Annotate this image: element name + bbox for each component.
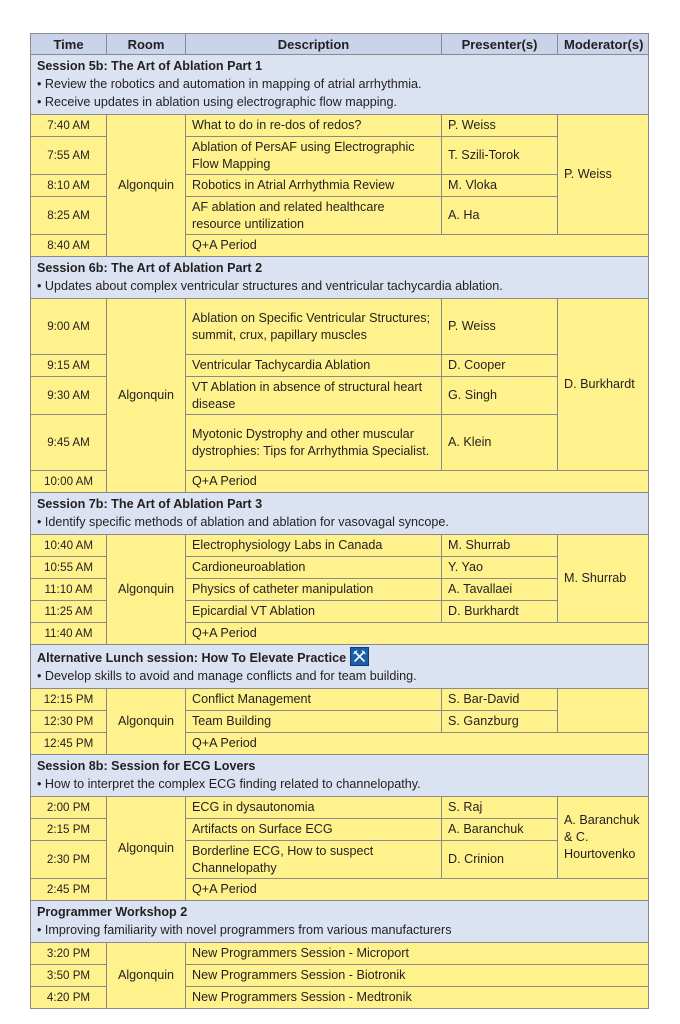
- col-header-moderators: Moderator(s): [558, 34, 649, 55]
- session-header-cell: [31, 55, 649, 115]
- description-cell: Myotonic Dystrophy and other muscular dystrophies: Tips for Arrhythmia Specialist.: [186, 415, 442, 471]
- description-cell: New Programmers Session - Biotronik: [186, 965, 649, 987]
- presenter-cell: D. Cooper: [442, 355, 558, 377]
- time-cell: 9:15 AM: [31, 355, 107, 377]
- moderator-cell: A. Baranchuk & C. Hourtovenko: [558, 797, 649, 879]
- presenter-cell: P. Weiss: [442, 115, 558, 137]
- session-title: Session 8b: Session for ECG Lovers: [37, 759, 256, 773]
- description-cell: New Programmers Session - Microport: [186, 943, 649, 965]
- session-header: [31, 55, 649, 115]
- table-row: [31, 535, 649, 557]
- objective-text: Develop skills to avoid and manage conflicts and for team building.: [44, 669, 417, 683]
- time-cell: 3:50 PM: [31, 965, 107, 987]
- time-cell: 11:10 AM: [31, 579, 107, 601]
- session-header: [31, 493, 649, 535]
- time-cell: 4:20 PM: [31, 987, 107, 1009]
- description-cell: Ablation of PersAF using Electrographic Flow Mapping: [186, 137, 442, 175]
- description-cell: Artifacts on Surface ECG: [186, 819, 442, 841]
- time-cell: 11:25 AM: [31, 601, 107, 623]
- time-cell: 3:20 PM: [31, 943, 107, 965]
- presenter-cell: S. Bar-David: [442, 689, 558, 711]
- time-cell: 12:45 PM: [31, 733, 107, 755]
- time-cell: 10:00 AM: [31, 471, 107, 493]
- description-cell: AF ablation and related healthcare resource untilization: [186, 197, 442, 235]
- session-6b: [31, 257, 649, 493]
- room-cell: Algonquin: [107, 535, 186, 645]
- session-7b: [31, 493, 649, 645]
- description-cell: Q+A Period: [186, 235, 649, 257]
- session-title: Programmer Workshop 2: [37, 905, 188, 919]
- col-header-time: Time: [31, 34, 107, 55]
- description-cell: ECG in dysautonomia: [186, 797, 442, 819]
- room-cell: Algonquin: [107, 299, 186, 493]
- session-title-line: [37, 647, 642, 667]
- objective-text: Review the robotics and automation in mapping of atrial arrhythmia.: [44, 77, 422, 91]
- header-row: [31, 34, 649, 55]
- session-objective: • Review the robotics and automation in mapping of atrial arrhythmia.: [37, 77, 422, 91]
- time-cell: 2:00 PM: [31, 797, 107, 819]
- session-header-cell: [31, 493, 649, 535]
- table-row: [31, 797, 649, 819]
- description-cell: Ventricular Tachycardia Ablation: [186, 355, 442, 377]
- presenter-cell: D. Crinion: [442, 841, 558, 879]
- session-objective: • Receive updates in ablation using electrographic flow mapping.: [37, 95, 398, 109]
- session-header-cell: [31, 901, 649, 943]
- description-cell: Q+A Period: [186, 623, 649, 645]
- presenter-cell: Y. Yao: [442, 557, 558, 579]
- description-cell: Ablation on Specific Ventricular Structures; summit, crux, papillary muscles: [186, 299, 442, 355]
- table-row: [31, 689, 649, 711]
- session-5b: [31, 55, 649, 257]
- description-cell: Q+A Period: [186, 471, 649, 493]
- description-cell: Electrophysiology Labs in Canada: [186, 535, 442, 557]
- presenter-cell: G. Singh: [442, 377, 558, 415]
- room-cell: Algonquin: [107, 115, 186, 257]
- session-header-cell: [31, 257, 649, 299]
- session-objective: • How to interpret the complex ECG finding related to channelopathy.: [37, 777, 421, 791]
- moderator-cell: D. Burkhardt: [558, 299, 649, 471]
- objective-text: How to interpret the complex ECG finding related to channelopathy.: [44, 777, 421, 791]
- time-cell: 8:25 AM: [31, 197, 107, 235]
- table-row: [31, 115, 649, 137]
- description-cell: Borderline ECG, How to suspect Channelopathy: [186, 841, 442, 879]
- col-header-room: Room: [107, 34, 186, 55]
- moderator-cell: [558, 689, 649, 733]
- session-header: [31, 755, 649, 797]
- presenter-cell: A. Baranchuk: [442, 819, 558, 841]
- moderator-cell: M. Shurrab: [558, 535, 649, 623]
- session-objective: • Develop skills to avoid and manage conflicts and for team building.: [37, 669, 417, 683]
- objective-text: Updates about complex ventricular structures and ventricular tachycardia ablation.: [44, 279, 503, 293]
- fork-knife-icon: [350, 647, 369, 666]
- session-header-cell: [31, 755, 649, 797]
- time-cell: 9:30 AM: [31, 377, 107, 415]
- session-8b: [31, 755, 649, 901]
- table-row: [31, 943, 649, 965]
- description-cell: Q+A Period: [186, 733, 649, 755]
- time-cell: 10:40 AM: [31, 535, 107, 557]
- time-cell: 2:15 PM: [31, 819, 107, 841]
- room-cell: Algonquin: [107, 797, 186, 901]
- objective-text: Identify specific methods of ablation and ablation for vasovagal syncope.: [44, 515, 449, 529]
- session-header: [31, 257, 649, 299]
- time-cell: 2:30 PM: [31, 841, 107, 879]
- room-cell: Algonquin: [107, 689, 186, 755]
- presenter-cell: S. Raj: [442, 797, 558, 819]
- schedule-table: [30, 33, 649, 1009]
- time-cell: 9:00 AM: [31, 299, 107, 355]
- description-cell: Epicardial VT Ablation: [186, 601, 442, 623]
- session-header: [31, 645, 649, 689]
- presenter-cell: P. Weiss: [442, 299, 558, 355]
- col-header-description: Description: [186, 34, 442, 55]
- session-objective: • Improving familiarity with novel programmers from various manufacturers: [37, 923, 452, 937]
- description-cell: Physics of catheter manipulation: [186, 579, 442, 601]
- time-cell: 9:45 AM: [31, 415, 107, 471]
- presenter-cell: D. Burkhardt: [442, 601, 558, 623]
- session-lunch: [31, 645, 649, 755]
- description-cell: What to do in re-dos of redos?: [186, 115, 442, 137]
- session-header: [31, 901, 649, 943]
- moderator-cell: P. Weiss: [558, 115, 649, 235]
- objective-text: Improving familiarity with novel programmers from various manufacturers: [44, 923, 452, 937]
- time-cell: 12:15 PM: [31, 689, 107, 711]
- session-objective: • Updates about complex ventricular structures and ventricular tachycardia ablation.: [37, 279, 503, 293]
- session-objective: • Identify specific methods of ablation and ablation for vasovagal syncope.: [37, 515, 449, 529]
- time-cell: 12:30 PM: [31, 711, 107, 733]
- session-title: Alternative Lunch session: How To Elevate Practice: [37, 651, 347, 665]
- presenter-cell: S. Ganzburg: [442, 711, 558, 733]
- presenter-cell: M. Vloka: [442, 175, 558, 197]
- objective-text: Receive updates in ablation using electrographic flow mapping.: [44, 95, 398, 109]
- description-cell: Conflict Management: [186, 689, 442, 711]
- presenter-cell: A. Ha: [442, 197, 558, 235]
- session-title: Session 7b: The Art of Ablation Part 3: [37, 497, 263, 511]
- session-title: Session 5b: The Art of Ablation Part 1: [37, 59, 263, 73]
- table-row: [31, 299, 649, 355]
- description-cell: New Programmers Session - Medtronik: [186, 987, 649, 1009]
- presenter-cell: M. Shurrab: [442, 535, 558, 557]
- time-cell: 10:55 AM: [31, 557, 107, 579]
- presenter-cell: A. Tavallaei: [442, 579, 558, 601]
- description-cell: Cardioneuroablation: [186, 557, 442, 579]
- time-cell: 8:40 AM: [31, 235, 107, 257]
- session-title: Session 6b: The Art of Ablation Part 2: [37, 261, 263, 275]
- description-cell: Robotics in Atrial Arrhythmia Review: [186, 175, 442, 197]
- time-cell: 7:55 AM: [31, 137, 107, 175]
- time-cell: 7:40 AM: [31, 115, 107, 137]
- description-cell: Q+A Period: [186, 879, 649, 901]
- programmer-workshop-2: [31, 901, 649, 1009]
- description-cell: VT Ablation in absence of structural heart disease: [186, 377, 442, 415]
- description-cell: Team Building: [186, 711, 442, 733]
- col-header-presenters: Presenter(s): [442, 34, 558, 55]
- room-cell: Algonquin: [107, 943, 186, 1009]
- time-cell: 2:45 PM: [31, 879, 107, 901]
- time-cell: 11:40 AM: [31, 623, 107, 645]
- presenter-cell: A. Klein: [442, 415, 558, 471]
- presenter-cell: T. Szili-Torok: [442, 137, 558, 175]
- session-header-cell: [31, 645, 649, 689]
- time-cell: 8:10 AM: [31, 175, 107, 197]
